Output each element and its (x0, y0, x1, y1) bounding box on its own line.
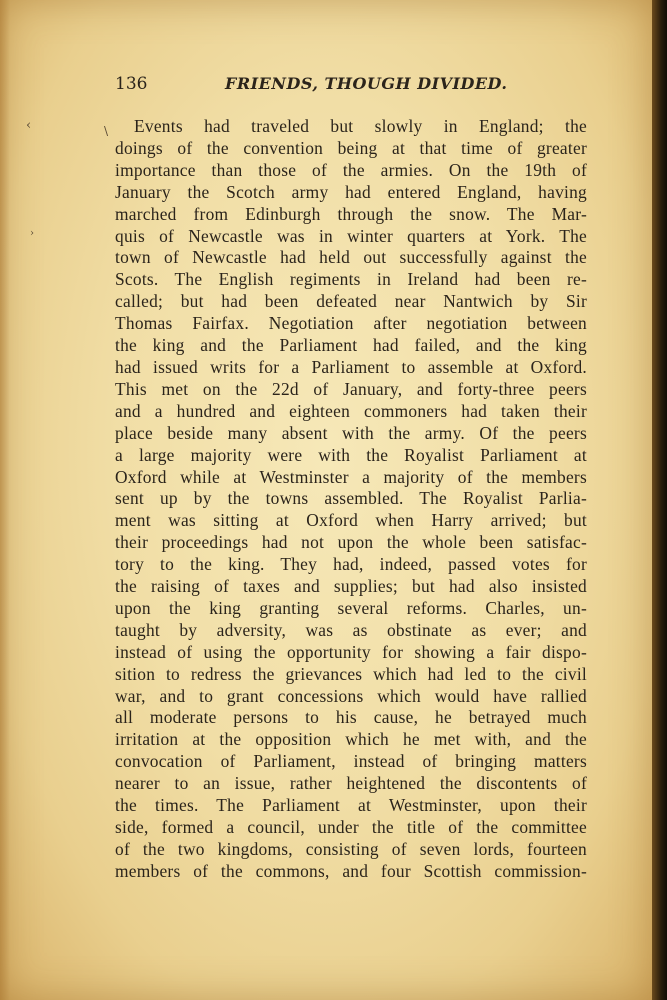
page-number: 136 (115, 74, 148, 94)
text-line: Thomas Fairfax. Negotiation after negotiation between (115, 313, 587, 334)
page-header (115, 74, 587, 98)
text-line: their proceedings had not upon the whole been satisfac- (115, 532, 587, 553)
text-line: place beside many absent with the army. Of the peers (115, 422, 587, 443)
text-line: sition to redress the grievances which had led to the civil (115, 663, 587, 684)
text-line: a large majority were with the Royalist Parliament at (115, 444, 587, 465)
text-line: nearer to an issue, rather heightened the discontents of (115, 773, 587, 794)
text-line: sent up by the towns assembled. The Royalist Parlia- (115, 488, 587, 509)
running-title: FRIENDS, THOUGH DIVIDED. (225, 74, 508, 93)
text-line: members of the commons, and four Scottish commission- (115, 860, 587, 881)
text-line: and a hundred and eighteen commoners had taken their (115, 400, 587, 421)
margin-mark: \ (104, 124, 109, 138)
text-line: quis of Newcastle was in winter quarters at York. The (115, 225, 587, 246)
text-line: ment was sitting at Oxford when Harry arrived; but (115, 510, 587, 531)
book-binding-edge (652, 0, 667, 1000)
text-line: tory to the king. They had, indeed, passed votes for (115, 554, 587, 575)
text-line: the times. The Parliament at Westminster, upon their (115, 795, 587, 816)
text-line: taught by adversity, was as obstinate as ever; and (115, 619, 587, 640)
text-line: of the two kingdoms, consisting of seven lords, fourteen (115, 838, 587, 859)
text-line: war, and to grant concessions which would have rallied (115, 685, 587, 706)
text-line: importance than those of the armies. On the 19th of (115, 159, 587, 180)
margin-mark: ‹ (26, 118, 32, 133)
text-line: upon the king granting several reforms. Charles, un- (115, 597, 587, 618)
text-line: called; but had been defeated near Nantwich by Sir (115, 291, 587, 312)
text-line: instead of using the opportunity for showing a fair dispo- (115, 641, 587, 662)
text-line: Scots. The English regiments in Ireland had been re- (115, 269, 587, 290)
text-line: Events had traveled but slowly in England; the (134, 116, 587, 136)
text-line: town of Newcastle had held out successfully against the (115, 247, 587, 268)
text-line: convocation of Parliament, instead of bringing matters (115, 751, 587, 772)
text-line: all moderate persons to his cause, he betrayed much (115, 707, 587, 728)
text-line: marched from Edinburgh through the snow. The Mar- (115, 203, 587, 224)
text-line: the raising of taxes and supplies; but had also insisted (115, 576, 587, 597)
text-line: This met on the 22d of January, and forty-three peers (115, 378, 587, 399)
text-line: doings of the convention being at that time of greater (115, 137, 587, 158)
text-line: January the Scotch army had entered England, having (115, 181, 587, 202)
page-gutter-shadow (0, 0, 10, 1000)
text-line: the king and the Parliament had failed, and the king (115, 335, 587, 356)
body-text (115, 116, 587, 883)
margin-mark: › (30, 228, 34, 239)
text-line: side, formed a council, under the title of the committee (115, 817, 587, 837)
text-line: had issued writs for a Parliament to assemble at Oxford. (115, 356, 587, 377)
text-line: irritation at the opposition which he met with, and the (115, 729, 587, 750)
text-line: Oxford while at Westminster a majority of the members (115, 466, 587, 487)
